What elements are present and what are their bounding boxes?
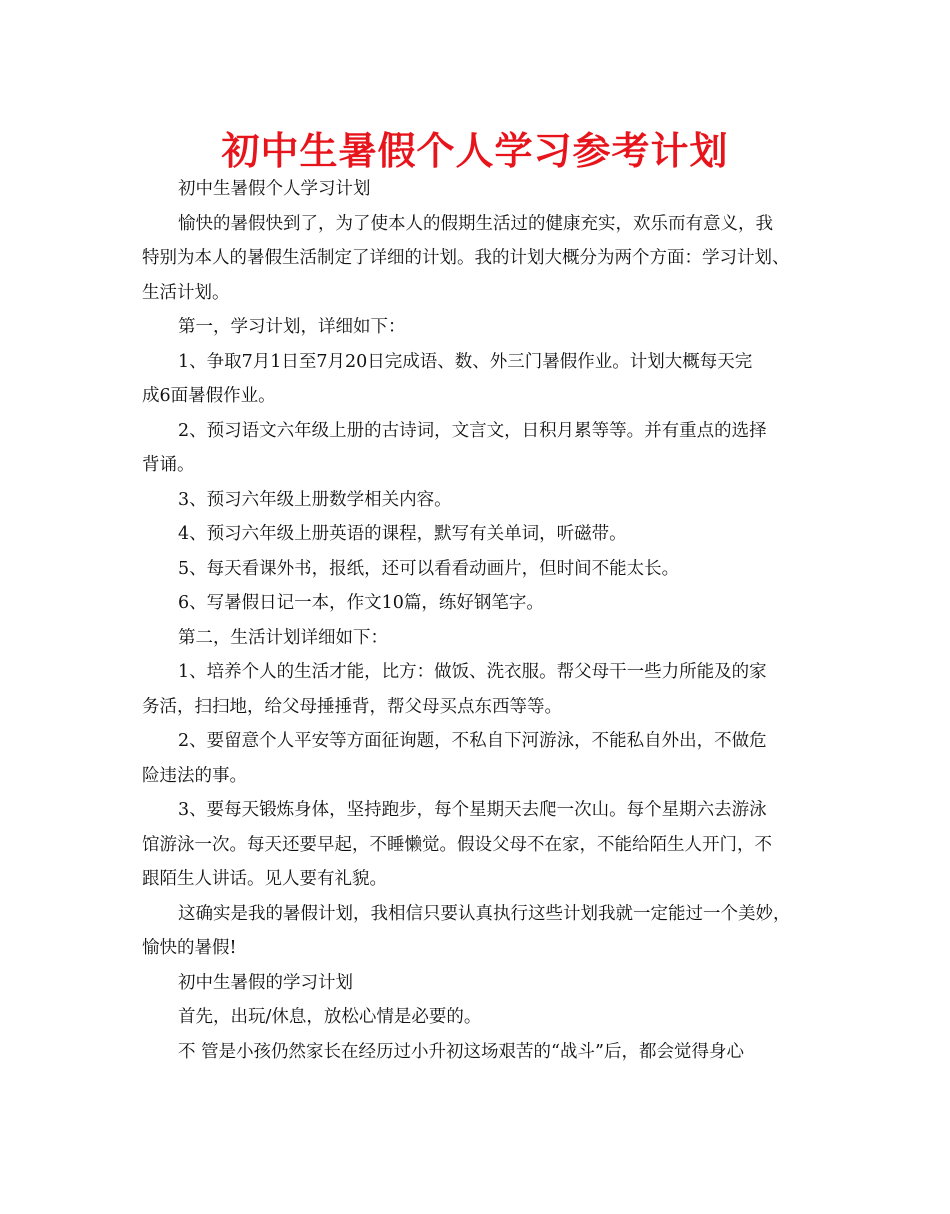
body-line: 首先，出玩/休息，放松心情是必要的。 xyxy=(178,1007,482,1027)
body-line: 不 管是小孩仍然家长在经历过小升初这场艰苦的“战斗”后，都会觉得身心 xyxy=(178,1041,744,1062)
body-line: 1、争取7月1日至7月20日完成语、数、外三门暑假作业。计划大概每天完 xyxy=(178,351,753,372)
body-line: 第一，学习计划，详细如下： xyxy=(178,317,406,337)
body-line: 务活，扫扫地，给父母捶捶背，帮父母买点东西等等。 xyxy=(142,696,562,717)
body-line: 跟陌生人讲话。见人要有礼貌。 xyxy=(142,869,387,889)
body-line: 初中生暑假个人学习计划 xyxy=(178,179,371,199)
body-line: 1、培养个人的生活才能，比方：做饭、洗衣服。帮父母干一些力所能及的家 xyxy=(178,662,767,682)
body-line: 特别为本人的暑假生活制定了详细的计划。我的计划大概分为两个方面：学习计划、 xyxy=(142,248,790,268)
body-line: 5、每天看课外书，报纸，还可以看看动画片，但时间不能太长。 xyxy=(178,558,680,579)
document-title: 初中生暑假个人学习参考计划 xyxy=(221,129,729,173)
body-line: 4、预习六年级上册英语的课程，默写有关单词，听磁带。 xyxy=(178,524,627,544)
document-body xyxy=(142,172,810,1069)
body-line: 3、要每天锻炼身体，坚持跑步，每个星期天去爬一次山。每个星期六去游泳 xyxy=(178,800,767,820)
body-line: 愉快的暑假! xyxy=(142,938,237,958)
body-line: 愉快的暑假快到了，为了使本人的假期生活过的健康充实，欢乐而有意义，我 xyxy=(178,213,773,234)
body-line: 生活计划。 xyxy=(142,282,230,303)
body-line: 初中生暑假的学习计划 xyxy=(178,972,353,993)
body-line: 险违法的事。 xyxy=(142,765,247,786)
body-line: 2、预习语文六年级上册的古诗词，文言文，日积月累等等。并有重点的选择 xyxy=(178,420,767,441)
body-line: 6、写暑假日记一本，作文10篇，练好钢笔字。 xyxy=(178,593,544,613)
body-line: 3、预习六年级上册数学相关内容。 xyxy=(178,489,452,510)
body-line: 这确实是我的暑假计划，我相信只要认真执行这些计划我就一定能过一个美妙， xyxy=(178,903,791,924)
body-line: 馆游泳一次。每天还要早起，不睡懒觉。假设父母不在家，不能给陌生人开门，不 xyxy=(142,834,772,855)
body-line: 第二，生活计划详细如下： xyxy=(178,627,388,648)
body-line: 背诵。 xyxy=(142,455,195,475)
body-line: 2、要留意个人平安等方面征询题，不私自下河游泳，不能私自外出，不做危 xyxy=(178,731,767,751)
body-line: 成6面暑假作业。 xyxy=(142,386,276,406)
